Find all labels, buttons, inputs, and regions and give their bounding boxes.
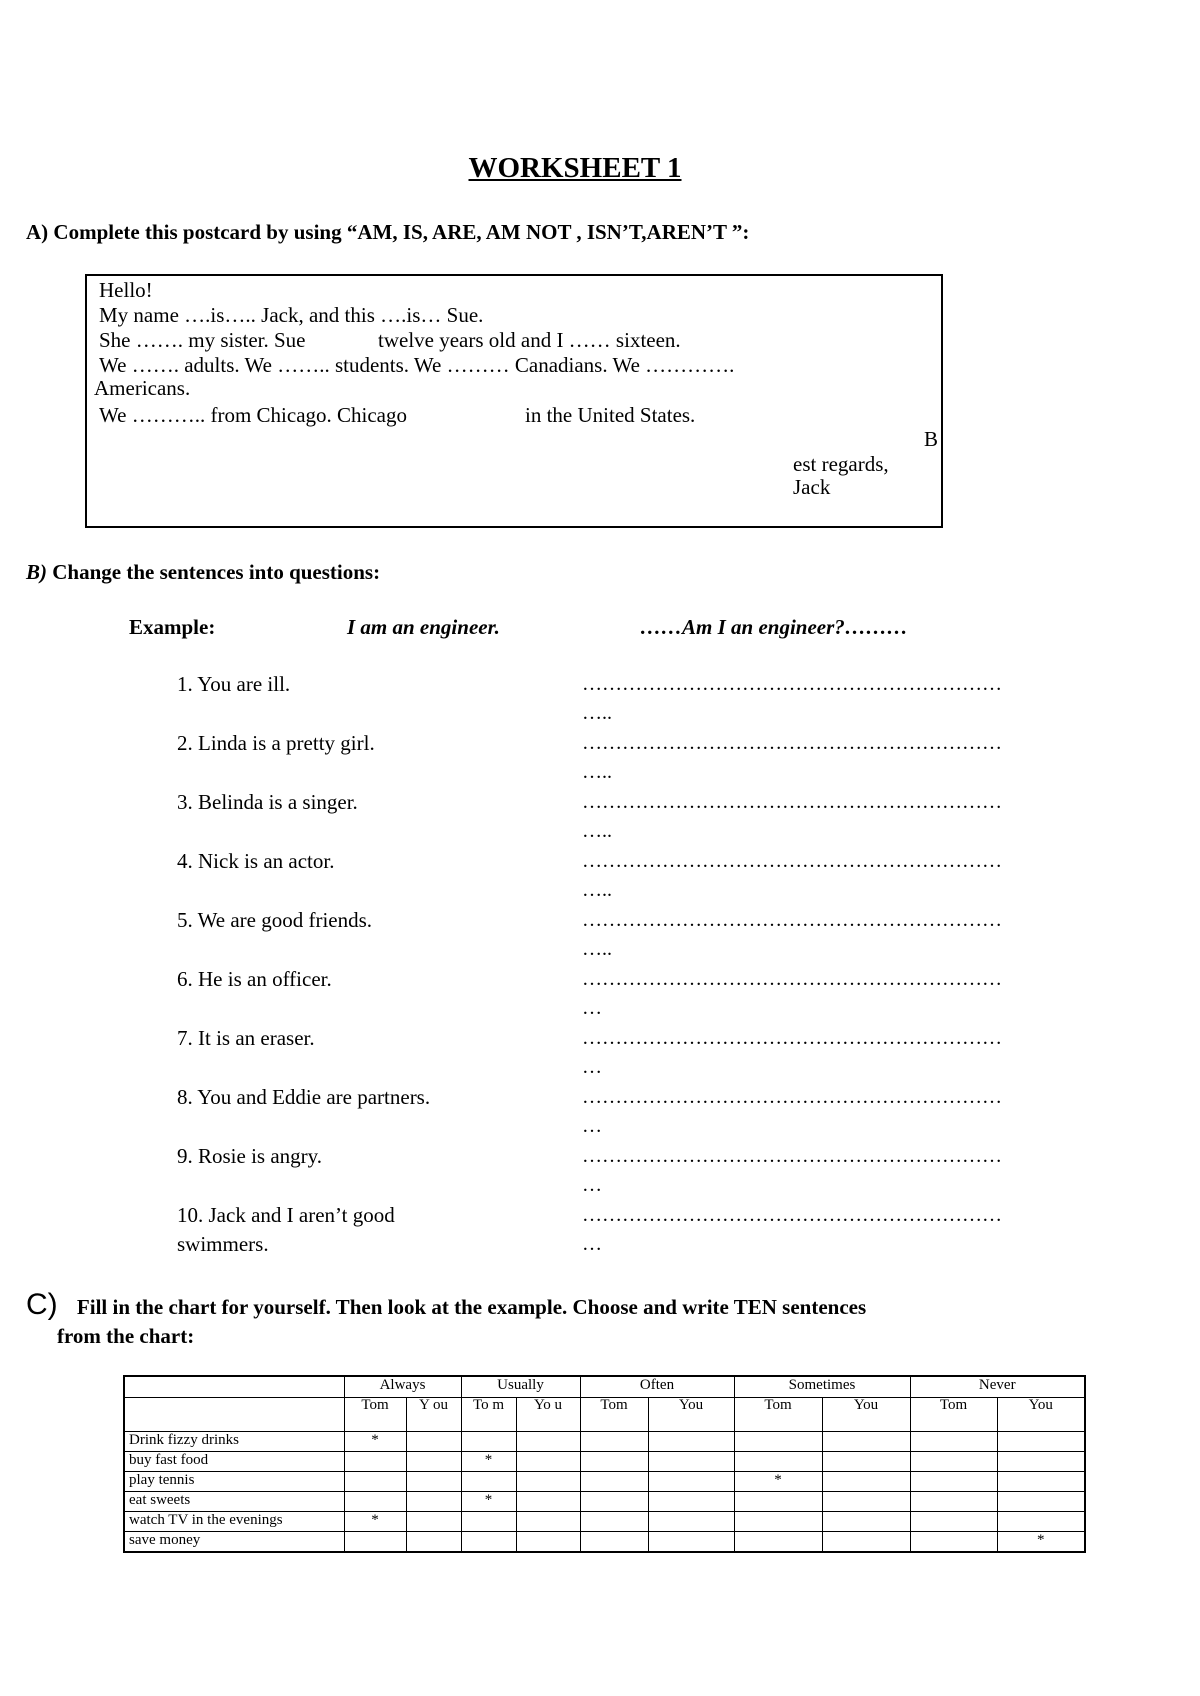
postcard-line-3: We ……. adults. We …….. students. We ……… Canadians. We …………. [99, 353, 735, 377]
chart-cell[interactable] [734, 1492, 822, 1512]
postcard-box [85, 274, 943, 528]
chart-cell[interactable] [997, 1472, 1085, 1492]
answer-line[interactable]: ……………………………………………………… [582, 1145, 1002, 1167]
chart-cell[interactable] [910, 1452, 997, 1472]
chart-cell[interactable] [648, 1432, 734, 1452]
chart-cell[interactable] [516, 1472, 580, 1492]
chart-group-header: Sometimes [734, 1376, 910, 1398]
chart-subheader: Tom [344, 1398, 406, 1432]
chart-cell[interactable] [580, 1432, 648, 1452]
postcard-line-1: My name ….is….. Jack, and this ….is… Sue. [99, 303, 484, 327]
chart-cell[interactable] [910, 1472, 997, 1492]
chart-cell[interactable] [516, 1452, 580, 1472]
chart-row-label: Drink fizzy drinks [124, 1432, 344, 1452]
chart-subheader: You [822, 1398, 910, 1432]
chart-cell[interactable] [648, 1532, 734, 1553]
answer-line[interactable]: ……………………………………………………… [582, 1204, 1002, 1226]
chart-cell[interactable] [648, 1472, 734, 1492]
chart-row-label: watch TV in the evenings [124, 1512, 344, 1532]
chart-cell[interactable] [822, 1452, 910, 1472]
answer-line-continued[interactable]: ….. [582, 820, 612, 842]
chart-cell[interactable] [910, 1512, 997, 1532]
chart-corner-cell [124, 1376, 344, 1398]
chart-cell[interactable] [406, 1472, 461, 1492]
answer-line[interactable]: ……………………………………………………… [582, 673, 1002, 695]
answer-line-continued[interactable]: ….. [582, 879, 612, 901]
question-text: 5. We are good friends. [177, 908, 373, 932]
chart-cell[interactable]: * [734, 1472, 822, 1492]
chart-row [124, 1492, 1085, 1512]
answer-line[interactable]: ……………………………………………………… [582, 850, 1002, 872]
chart-corner-cell [124, 1398, 344, 1432]
chart-subheader: Tom [910, 1398, 997, 1432]
chart-cell[interactable] [406, 1532, 461, 1553]
chart-cell[interactable] [344, 1452, 406, 1472]
answer-line-continued[interactable]: ….. [582, 938, 612, 960]
section-c-heading [26, 1290, 866, 1351]
chart-row-label: save money [124, 1532, 344, 1553]
question-text: 10. Jack and I aren’t good swimmers. [177, 1203, 395, 1256]
chart-row [124, 1452, 1085, 1472]
answer-line-continued[interactable]: … [582, 1056, 602, 1078]
section-b-letter: B) [26, 560, 47, 584]
frequency-chart [123, 1375, 1086, 1553]
chart-group-header-row [124, 1376, 1085, 1398]
answer-line-continued[interactable]: … [582, 1115, 602, 1137]
postcard-line-2a: She ……. my sister. Sue [99, 328, 306, 352]
chart-cell[interactable] [344, 1472, 406, 1492]
chart-cell[interactable] [997, 1512, 1085, 1532]
chart-cell[interactable] [997, 1452, 1085, 1472]
answer-line-continued[interactable]: … [582, 1174, 602, 1196]
chart-cell[interactable] [648, 1512, 734, 1532]
chart-row-label: buy fast food [124, 1452, 344, 1472]
chart-cell[interactable] [997, 1492, 1085, 1512]
chart-cell[interactable] [910, 1532, 997, 1553]
chart-row-label: play tennis [124, 1472, 344, 1492]
chart-cell[interactable] [648, 1452, 734, 1472]
chart-cell[interactable] [516, 1532, 580, 1553]
chart-subheader: To m [461, 1398, 516, 1432]
example-sentence: I am an engineer. [347, 615, 500, 639]
question-text: 3. Belinda is a singer. [177, 790, 358, 814]
chart-cell[interactable] [734, 1512, 822, 1532]
postcard-line-2b: twelve years old and I …… sixteen. [378, 328, 681, 352]
chart-subheader: Yo u [516, 1398, 580, 1432]
chart-cell[interactable] [461, 1432, 516, 1452]
chart-subheader: Tom [734, 1398, 822, 1432]
chart-subheader: You [648, 1398, 734, 1432]
answer-line[interactable]: ……………………………………………………… [582, 968, 1002, 990]
chart-cell[interactable] [648, 1492, 734, 1512]
postcard-closing-b: B [924, 427, 939, 451]
question-text: 2. Linda is a pretty girl. [177, 731, 375, 755]
question-text: 9. Rosie is angry. [177, 1144, 323, 1168]
chart-row [124, 1472, 1085, 1492]
chart-cell[interactable]: * [461, 1452, 516, 1472]
chart-row [124, 1532, 1085, 1553]
answer-line[interactable]: ……………………………………………………… [582, 1086, 1002, 1108]
chart-row-label: eat sweets [124, 1492, 344, 1512]
chart-subheader: You [997, 1398, 1085, 1432]
chart-cell[interactable] [734, 1432, 822, 1452]
question-text: 8. You and Eddie are partners. [177, 1085, 431, 1109]
chart-cell[interactable]: * [461, 1492, 516, 1512]
chart-cell[interactable]: * [344, 1512, 406, 1532]
answer-line-continued[interactable]: … [582, 997, 602, 1019]
chart-cell[interactable] [516, 1432, 580, 1452]
chart-group-header: Often [580, 1376, 734, 1398]
chart-cell[interactable] [734, 1532, 822, 1553]
chart-cell[interactable] [822, 1532, 910, 1553]
postcard-greeting: Hello! [99, 278, 153, 302]
chart-group-header: Always [344, 1376, 461, 1398]
chart-cell[interactable] [461, 1532, 516, 1553]
chart-cell[interactable] [461, 1512, 516, 1532]
chart-cell[interactable] [910, 1432, 997, 1452]
chart-cell[interactable] [406, 1512, 461, 1532]
section-a-heading: A) Complete this postcard by using “AM, IS, ARE, AM NOT , ISN’T,AREN’T ”: [26, 220, 750, 244]
chart-cell[interactable] [406, 1432, 461, 1452]
chart-row [124, 1432, 1085, 1452]
chart-cell[interactable] [822, 1432, 910, 1452]
chart-cell[interactable]: * [997, 1532, 1085, 1553]
chart-cell[interactable] [580, 1532, 648, 1553]
example-answer: ……Am I an engineer?……… [640, 615, 908, 639]
postcard-closing-rest: est regards, [793, 452, 889, 476]
chart-cell[interactable] [910, 1492, 997, 1512]
answer-line[interactable]: ……………………………………………………… [582, 791, 1002, 813]
chart-cell[interactable] [822, 1472, 910, 1492]
section-c-letter: C) [26, 1288, 58, 1321]
section-c-line-1: Fill in the chart for yourself. Then look at the example. Choose and write TEN sentences [76, 1295, 867, 1319]
question-text: 7. It is an eraser. [177, 1026, 315, 1050]
postcard-signature: Jack [793, 475, 831, 499]
chart-cell[interactable] [580, 1472, 648, 1492]
chart-cell[interactable] [734, 1452, 822, 1472]
chart-cell[interactable] [406, 1452, 461, 1472]
section-b-text: Change the sentences into questions: [52, 560, 381, 584]
answer-line[interactable]: ……………………………………………………… [582, 1027, 1002, 1049]
chart-subheader: Tom [580, 1398, 648, 1432]
example-label: Example: [129, 615, 216, 639]
answer-line[interactable]: ……………………………………………………… [582, 732, 1002, 754]
chart-cell[interactable] [580, 1452, 648, 1472]
chart-cell[interactable] [516, 1492, 580, 1512]
chart-subheader-row [124, 1398, 1085, 1432]
answer-line-continued[interactable]: ….. [582, 702, 612, 724]
chart-cell[interactable] [580, 1512, 648, 1532]
chart-cell[interactable] [344, 1492, 406, 1512]
chart-cell[interactable] [822, 1512, 910, 1532]
chart-cell[interactable] [461, 1472, 516, 1492]
question-text: 1. You are ill. [177, 672, 291, 696]
answer-line-continued[interactable]: ….. [582, 761, 612, 783]
answer-line-continued[interactable]: … [582, 1233, 602, 1255]
chart-cell[interactable] [822, 1492, 910, 1512]
postcard-line-5b: in the United States. [525, 403, 696, 427]
chart-cell[interactable] [580, 1492, 648, 1512]
chart-row [124, 1512, 1085, 1532]
chart-cell[interactable] [997, 1432, 1085, 1452]
question-text: 4. Nick is an actor. [177, 849, 335, 873]
chart-cell[interactable]: * [344, 1432, 406, 1452]
section-b-heading [26, 560, 380, 585]
postcard-line-4: Americans. [94, 376, 191, 400]
chart-cell[interactable] [406, 1492, 461, 1512]
question-text: 6. He is an officer. [177, 967, 332, 991]
answer-line[interactable]: ……………………………………………………… [582, 909, 1002, 931]
chart-cell[interactable] [516, 1512, 580, 1532]
chart-cell[interactable] [344, 1532, 406, 1553]
section-c-line-2: from the chart: [57, 1324, 195, 1348]
chart-subheader: Y ou [406, 1398, 461, 1432]
postcard-line-5a: We ……….. from Chicago. Chicago [99, 403, 407, 427]
page-title: WORKSHEET 1 [468, 152, 682, 184]
chart-group-header: Never [910, 1376, 1085, 1398]
chart-group-header: Usually [461, 1376, 580, 1398]
